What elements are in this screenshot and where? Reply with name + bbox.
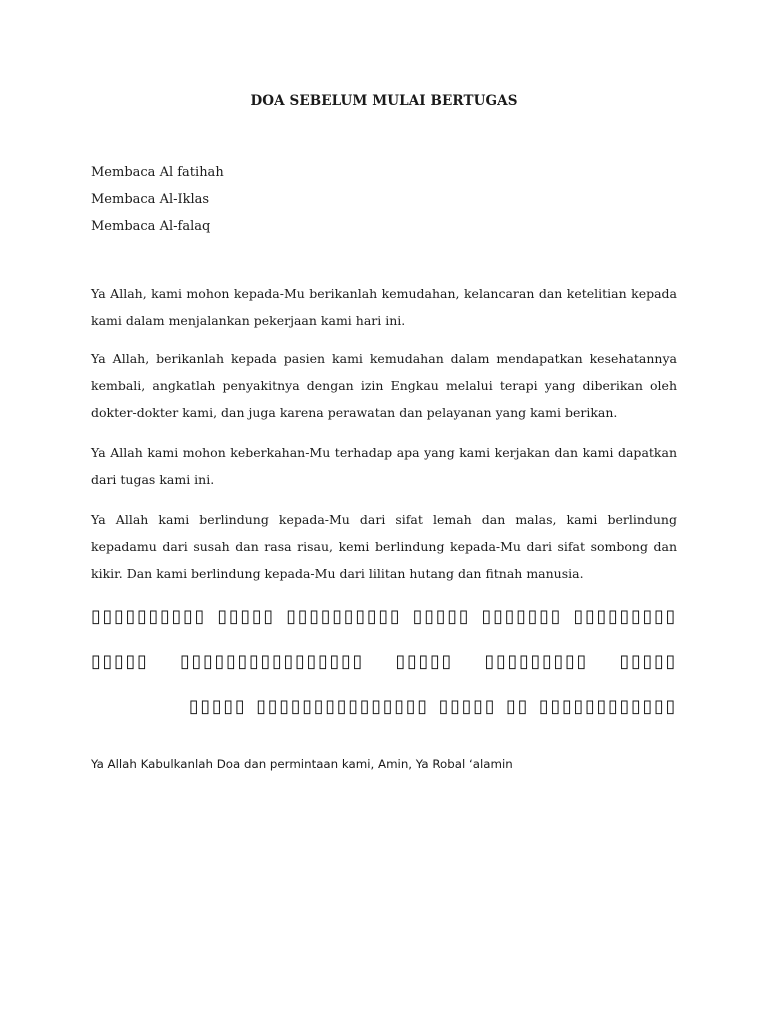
prayer-paragraph-3: Ya Allah kami mohon keberkahan-Mu terhadap apa yang kami kerjakan dan kami dapatkan dari tugas kami ini.: [91, 445, 677, 487]
arabic-prayer-text: ▯▯▯▯▯▯▯▯▯ ▯▯▯▯▯▯▯ ▯▯▯▯▯ ▯▯▯▯▯▯▯▯▯▯ ▯▯▯▯▯ ▯▯▯▯▯▯▯▯▯▯ ▯▯▯▯▯ ▯▯▯▯▯▯▯▯▯ ▯▯▯▯▯ ▯▯▯▯▯▯▯▯▯▯▯▯▯▯▯▯ ▯▯▯▯▯ ▯▯▯▯▯▯▯▯▯▯▯▯ ▯▯ ▯▯▯▯▯ ▯▯▯▯▯▯▯▯▯▯▯▯▯▯▯ ▯▯▯▯▯: [91, 606, 677, 717]
prayer-paragraph-2: Ya Allah, berikanlah kepada pasien kami kemudahan dalam mendapatkan kesehatannya kembali, angkatlah penyakitnya dengan izin Engkau melalui terapi yang diberikan oleh dokter-dokter kami, dan juga karena perawatan dan pelayanan yang kami berikan.: [91, 351, 677, 420]
reading-item: Membaca Al-falaq: [91, 219, 211, 234]
reading-item: Membaca Al fatihah: [91, 165, 224, 180]
prayer-paragraph-4: Ya Allah kami berlindung kepada-Mu dari sifat lemah dan malas, kami berlindung kepadamu dari susah dan rasa risau, kemi berlindung kepada-Mu dari sifat sombong dan kikir. Dan kami berlindung kepada-Mu dari lilitan hutang dan fitnah manusia.: [91, 512, 677, 581]
prayer-paragraph-1: Ya Allah, kami mohon kepada-Mu berikanlah kemudahan, kelancaran dan ketelitian kepada kami dalam menjalankan pekerjaan kami hari ini.: [91, 286, 677, 328]
document-title: DOA SEBELUM MULAI BERTUGAS: [250, 93, 518, 109]
readings-list: [91, 163, 224, 244]
reading-item: Membaca Al-Iklas: [91, 192, 210, 207]
closing-line: Ya Allah Kabulkanlah Doa dan permintaan kami, Amin, Ya Robal ‘alamin: [91, 757, 513, 771]
